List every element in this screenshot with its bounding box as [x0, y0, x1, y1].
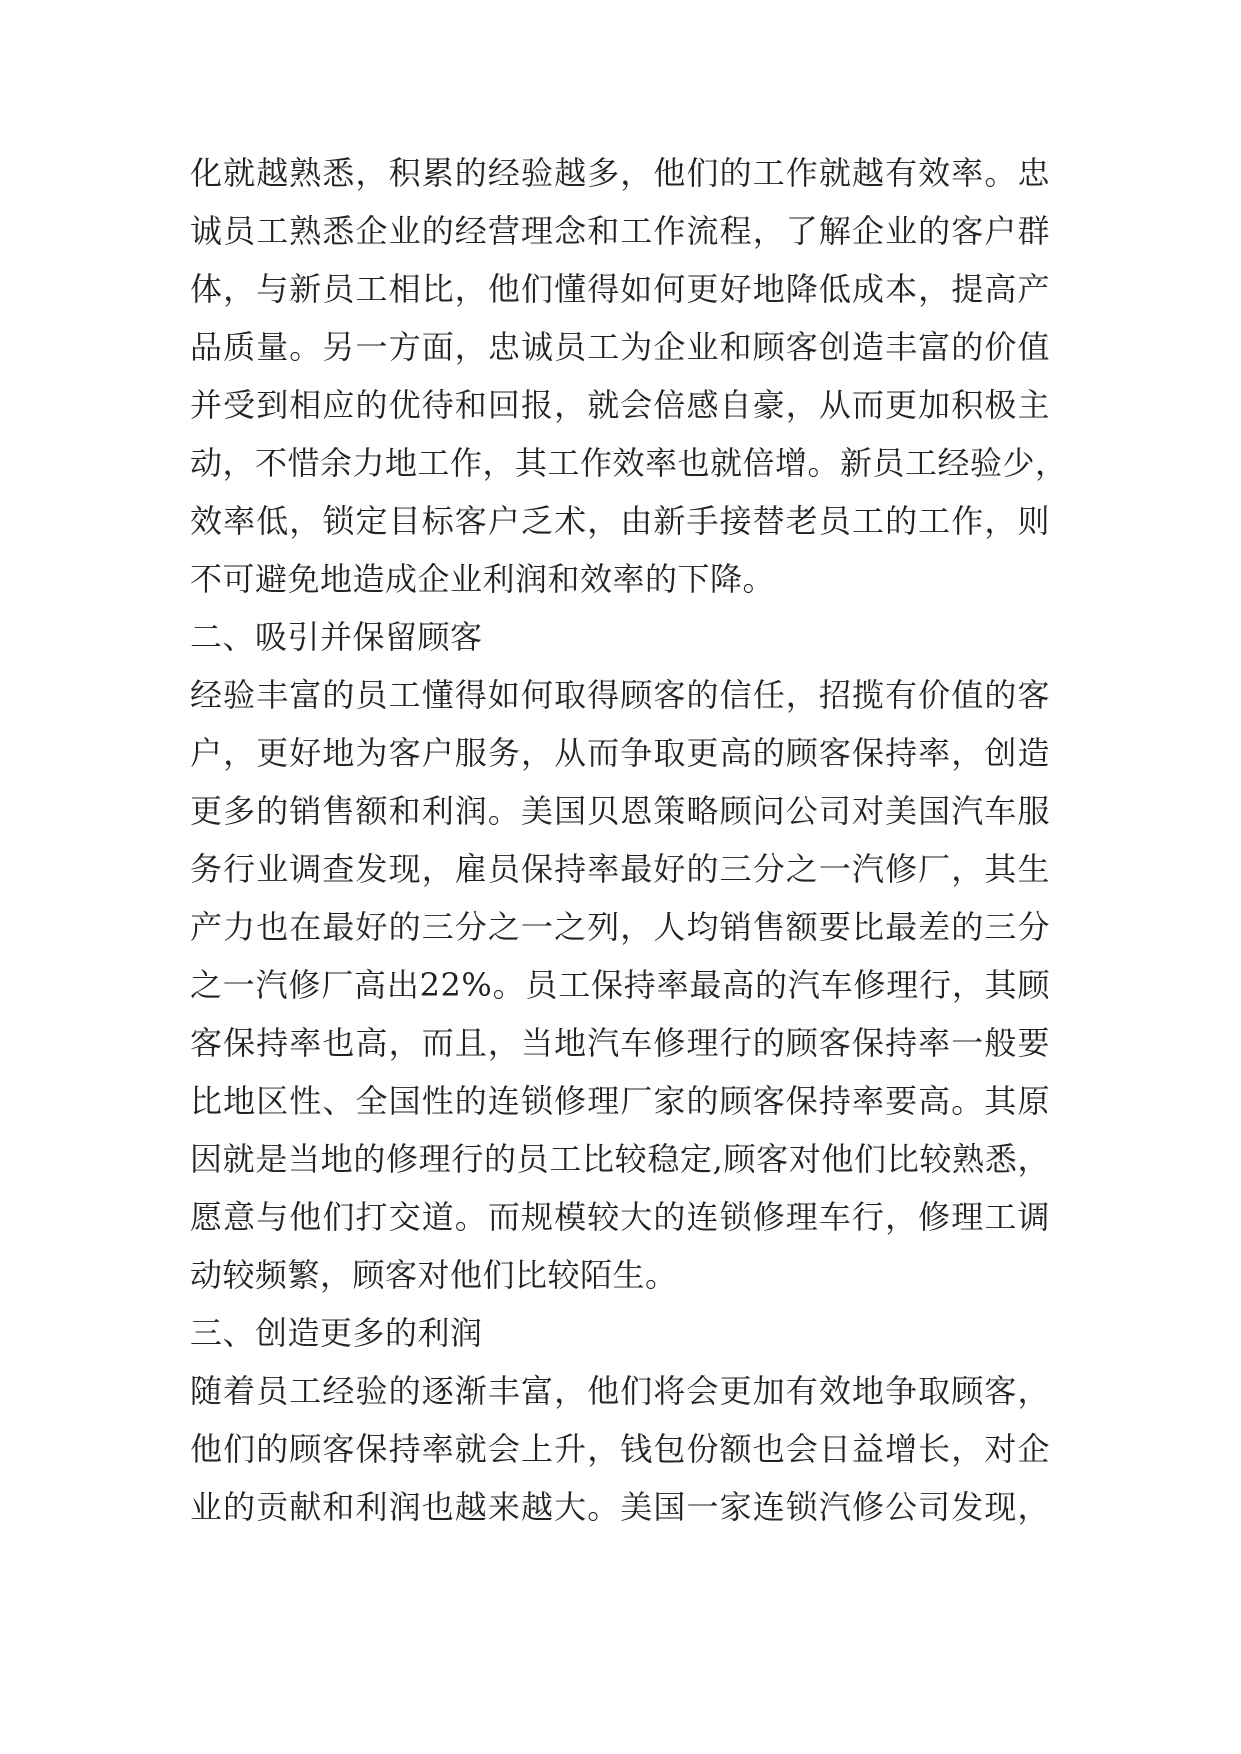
text-line: 效率低，锁定目标客户乏术，由新手接替老员工的工作，则	[190, 502, 1050, 540]
text-line: 客保持率也高，而且，当地汽车修理行的顾客保持率一般要	[190, 1024, 1050, 1062]
text-line: 经验丰富的员工懂得如何取得顾客的信任，招揽有价值的客	[190, 676, 1050, 714]
section-heading: 二、吸引并保留顾客	[190, 618, 483, 656]
text-line: 产力也在最好的三分之一之列，人均销售额要比最差的三分	[190, 908, 1050, 946]
text-line: 诚员工熟悉企业的经营理念和工作流程，了解企业的客户群	[190, 212, 1050, 250]
text-line: 他们的顾客保持率就会上升，钱包份额也会日益增长，对企	[190, 1430, 1050, 1468]
text-line: 不可避免地造成企业利润和效率的下降。	[190, 560, 776, 598]
text-line: 之一汽修厂高出22%。员工保持率最高的汽车修理行，其顾	[190, 966, 1050, 1004]
text-line: 户，更好地为客户服务，从而争取更高的顾客保持率，创造	[190, 734, 1050, 772]
text-line: 化就越熟悉，积累的经验越多，他们的工作就越有效率。忠	[190, 154, 1050, 192]
text-line: 动，不惜余力地工作，其工作效率也就倍增。新员工经验少，	[190, 444, 1068, 482]
text-line: 业的贡献和利润也越来越大。美国一家连锁汽修公司发现，	[190, 1488, 1050, 1526]
text-line: 品质量。另一方面，忠诚员工为企业和顾客创造丰富的价值	[190, 328, 1050, 366]
text-line: 体，与新员工相比，他们懂得如何更好地降低成本，提高产	[190, 270, 1050, 308]
text-line: 随着员工经验的逐渐丰富，他们将会更加有效地争取顾客，	[190, 1372, 1050, 1410]
text-line: 务行业调查发现，雇员保持率最好的三分之一汽修厂，其生	[190, 850, 1050, 888]
text-line: 更多的销售额和利润。美国贝恩策略顾问公司对美国汽车服	[190, 792, 1050, 830]
text-line: 比地区性、全国性的连锁修理厂家的顾客保持率要高。其原	[190, 1082, 1050, 1120]
text-line: 动较频繁，顾客对他们比较陌生。	[190, 1256, 678, 1294]
section-heading: 三、创造更多的利润	[190, 1314, 483, 1352]
text-line: 并受到相应的优待和回报，就会倍感自豪，从而更加积极主	[190, 386, 1050, 424]
text-line: 因就是当地的修理行的员工比较稳定,顾客对他们比较熟悉，	[190, 1140, 1050, 1178]
text-line: 愿意与他们打交道。而规模较大的连锁修理车行，修理工调	[190, 1198, 1050, 1236]
